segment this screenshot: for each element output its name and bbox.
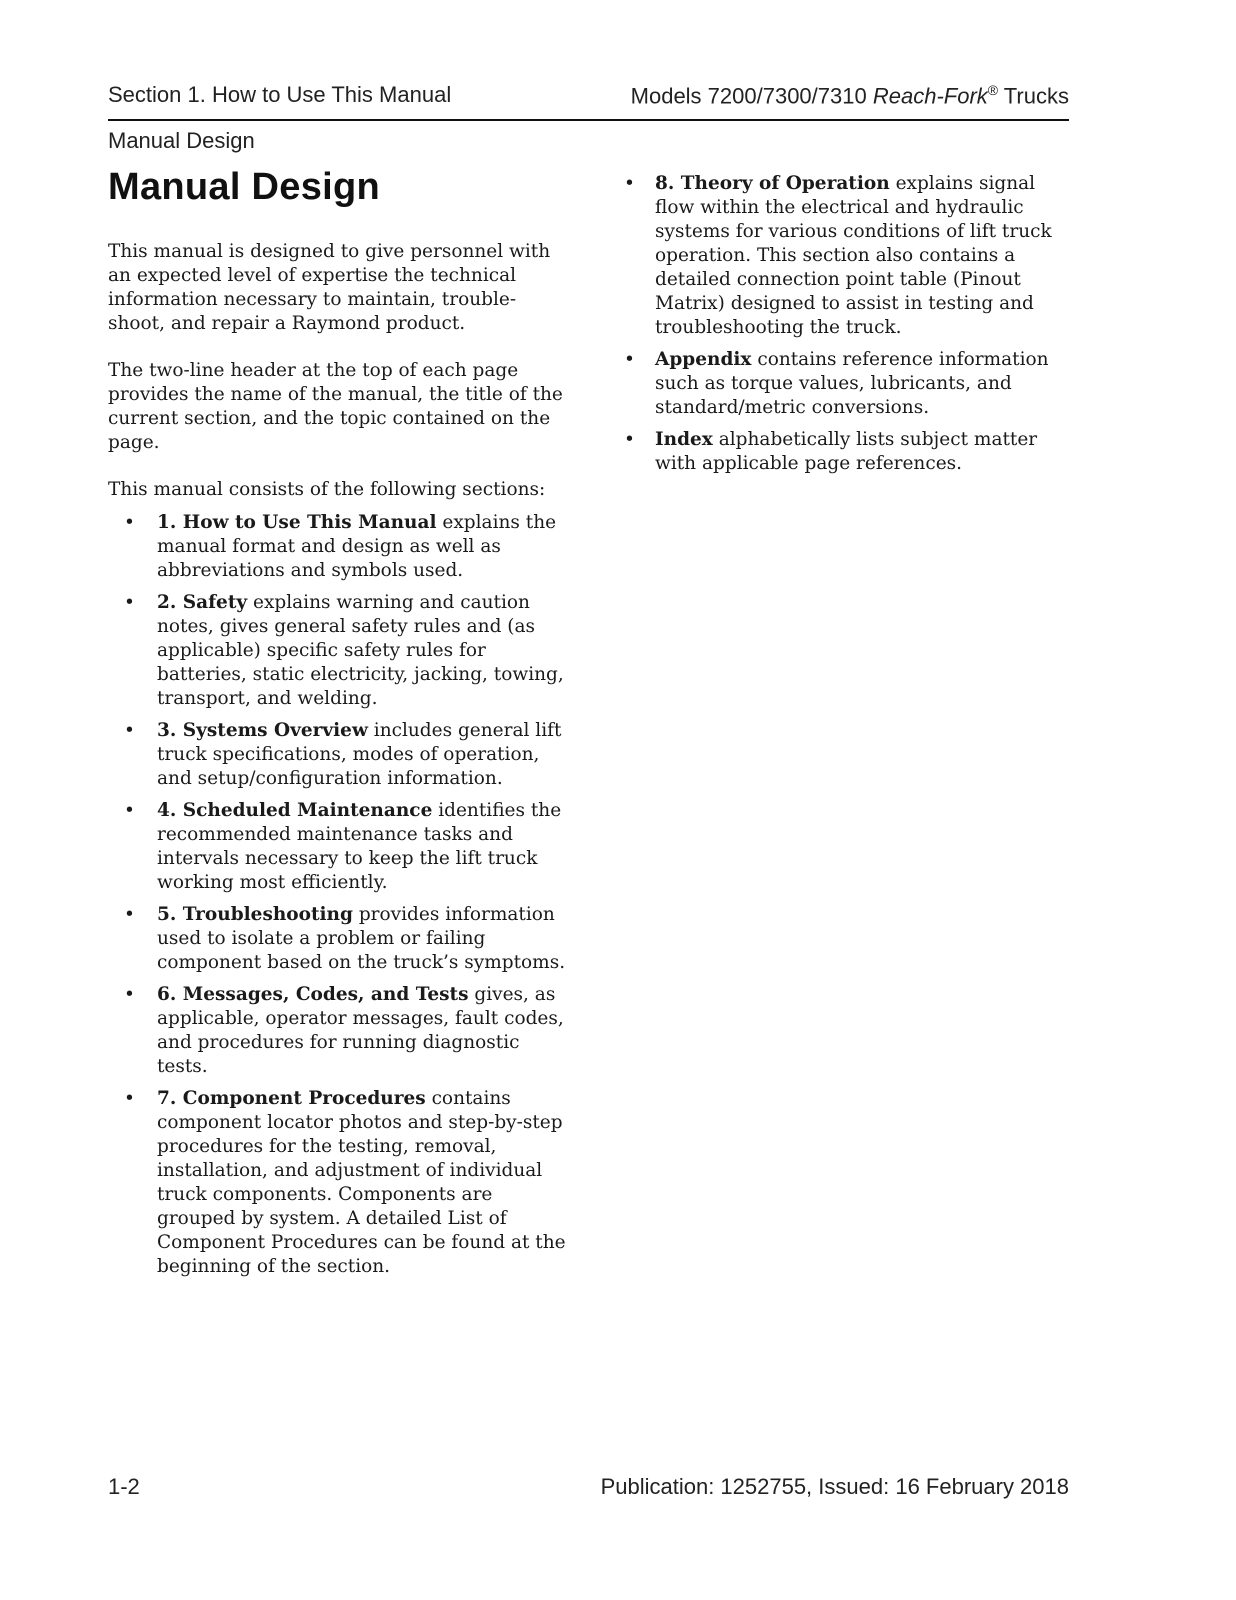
list-item-text: explains the manual format and design as well as abbreviations and symbols used.	[157, 512, 557, 581]
registered-mark: ®	[987, 82, 999, 98]
left-column	[108, 240, 570, 1287]
bullet-icon: •	[124, 1088, 135, 1109]
list-item-text: gives, as applicable, operator messages, fault codes, and procedures for running diagnostic tests.	[157, 984, 564, 1077]
right-column	[624, 172, 1069, 484]
bullet-icon: •	[124, 720, 135, 741]
list-item	[108, 719, 570, 791]
page-number: 1-2	[108, 1474, 140, 1499]
header-models-italic: Reach-Fork	[872, 83, 988, 109]
list-item-text: explains signal flow within the electrical and hydraulic systems for various conditions of lift truck operation. This section also contains a detailed connection point table (Pinout Matrix) designed to assist in testing and troubleshooting the truck.	[655, 173, 1052, 338]
list-item	[108, 799, 570, 895]
bullet-icon: •	[624, 349, 635, 370]
header-topic: Manual Design	[108, 128, 255, 153]
header-models-prefix: Models 7200/7300/7310	[630, 83, 873, 109]
publication-info: Publication: 1252755, Issued: 16 February 2018	[600, 1474, 1069, 1499]
list-item	[108, 511, 570, 583]
list-item-title: 4. Scheduled Maintenance	[157, 800, 433, 821]
page-title: Manual Design	[108, 166, 381, 208]
intro-paragraph: This manual is designed to give personnel with an expected level of expertise the technical information necessary to maintain, trouble-shoot, and repair a Raymond product.	[108, 241, 551, 334]
sections-intro-paragraph: This manual consists of the following sections:	[108, 479, 546, 500]
list-item-text: explains warning and caution notes, gives general safety rules and (as applicable) specific safety rules for batteries, static electricity, jacking, towing, transport, and welding.	[157, 592, 564, 709]
list-item-title: 7. Component Procedures	[157, 1088, 426, 1109]
list-item-text: contains reference information such as torque values, lubricants, and standard/metric conversions.	[655, 349, 1049, 418]
list-item	[108, 983, 570, 1079]
list-item-title: 2. Safety	[157, 592, 248, 613]
bullet-icon: •	[124, 904, 135, 925]
list-item	[108, 1087, 570, 1279]
list-item	[624, 172, 1069, 340]
header-description-paragraph: The two-line header at the top of each page provides the name of the manual, the title of the current section, and the topic contained on the page.	[108, 360, 563, 453]
bullet-icon: •	[124, 512, 135, 533]
header-rule	[108, 119, 1069, 121]
bullet-icon: •	[124, 984, 135, 1005]
list-item-title: 5. Troubleshooting	[157, 904, 353, 925]
list-item	[624, 348, 1069, 420]
list-item-title: 1. How to Use This Manual	[157, 512, 437, 533]
list-item	[624, 428, 1069, 476]
list-item-title: 3. Systems Overview	[157, 720, 368, 741]
list-item-title: 6. Messages, Codes, and Tests	[157, 984, 469, 1005]
list-item-text: provides information used to isolate a problem or failing component based on the truck’s symptoms.	[157, 904, 566, 973]
list-item-title: Index	[655, 429, 713, 450]
list-item-title: Appendix	[655, 349, 752, 370]
list-item	[108, 591, 570, 711]
bullet-icon: •	[624, 429, 635, 450]
bullet-icon: •	[624, 173, 635, 194]
list-item-text: alphabetically lists subject matter with applicable page references.	[655, 429, 1038, 474]
sections-list-right	[624, 172, 1069, 476]
list-item-text: includes general lift truck specifications, modes of operation, and setup/configuration information.	[157, 720, 562, 789]
list-item-text: contains component locator photos and step-by-step procedures for the testing, removal, installation, and adjustment of individual truck components. Components are grouped by system. A detailed List of Component Procedures can be found at the beginning of the section.	[157, 1088, 566, 1277]
list-item	[108, 903, 570, 975]
header-models-suffix: Trucks	[998, 83, 1069, 109]
header-section-title: Section 1. How to Use This Manual	[108, 82, 452, 107]
sections-list-left	[108, 511, 570, 1279]
list-item-text: identifies the recommended maintenance tasks and intervals necessary to keep the lift truck working most efficiently.	[157, 800, 562, 893]
list-item-title: 8. Theory of Operation	[655, 173, 890, 194]
bullet-icon: •	[124, 592, 135, 613]
header-models	[631, 82, 1069, 109]
bullet-icon: •	[124, 800, 135, 821]
